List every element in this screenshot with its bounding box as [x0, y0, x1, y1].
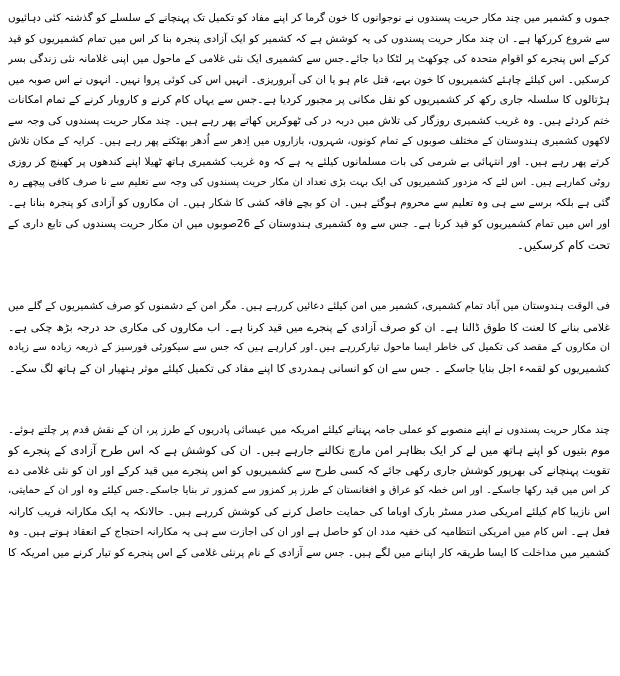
text-line: کرتے پھر رہے ہیں۔ اور انتہائی بے شرمی کی بات مسلمانوں کیلئے یہ ہے کہ وہ غریب کشمیری ہاتھ ٹھیلا اپنے کندھوں پر کھینچ کر روزی — [8, 156, 610, 169]
article-paragraph-1 — [8, 8, 610, 255]
text-line: گئی ہے بلکہ برسے سے ہی وہ تعلیم سے محروم ہوگئے ہیں۔ ان کو بچے فاقہ کشی کا شکار ہیں۔ ان مکاروں کو آزادی کو پنجرہ بنانا ہے۔ — [8, 197, 610, 210]
text-line: ہڑتالوں کا سلسلہ جاری رکھ کر کشمیریوں کو نقل مکانی پر مجبور کردیا ہے۔جس سے یہاں کام کرنے و کاروبار کرنے کے تمام امکانات — [8, 93, 610, 107]
text-line: تحت کام کرسکیں۔ — [517, 237, 610, 252]
text-line: کرسکیں۔ اس کیلئے چاہئے کشمیریوں کا خون بہے، قتل عام ہو یا ان کی آبروریزی۔ انہیں اس کی کوئی پروا نہیں۔ انہوں نے اس صوبہ میں — [8, 73, 610, 86]
text-line: اس نازیبا کام کیلئے امریکی صدر مسٹر بارک اوباما کی حمایت حاصل کرنے کی کوشش کررہے ہیں۔ حالانکہ یہ ایک مکارانہ فریب کارانہ — [8, 505, 610, 518]
text-line: لاکھوں کشمیری ہندوستان کے مختلف صوبوں کے تمام کونوں، شہروں، بازاروں میں اِدھر سے اُدھر بھٹکتے پھر رہے ہیں۔ کرایہ کے مکان تلاش — [8, 135, 610, 147]
text-line: اور اس میں تمام کشمیریوں کو قید کرنا ہے۔ جس سے وہ کشمیری ہندوستان کے 26صوبوں میں ان مکار حریت پسندوں کی تابع داری کے — [8, 217, 610, 230]
article-paragraph-3 — [8, 420, 610, 564]
text-line: کرکے اس پنجرے کو اقوام متحدہ کی چوکھٹ پر لٹکا دیا جائے۔جس سے کشمیری ایک نئی غلامی کے ماحول میں اپنی غلامانہ نئی زندگی بسر — [8, 53, 610, 66]
text-line: ان مکاروں کے مقصد کی تکمیل کی خاطر ایسا ماحول تیارکررہے ہیں۔اور کرارہے ہیں کہ جس سے سیکورٹی فورسیز کے ذریعہ زیادہ سے زیادہ — [8, 342, 610, 354]
paragraph-gap — [8, 380, 610, 420]
text-line: غلامی بنانے کا لعنت کا طوق ڈالنا ہے۔ ان کو صرف آزادی کے پنجرے میں قید کرنا ہے۔ اب مکاروں کی مکاری حد درجہ بڑھ چکی ہے۔ — [8, 320, 610, 334]
paragraph-gap — [8, 255, 610, 297]
text-line: کشمیر میں مداخلت کا ایسا طریقہ کار اپنانے میں لگے ہیں۔ جس سے آزادی کے نام پرنئی غلامی کے اس پنجرے کو تیار کرنے میں امریکہ کا — [8, 547, 610, 560]
text-line: روٹی کمارہے ہیں۔ اس لئے کہ مزدور کشمیریوں کی ایک بہت بڑی تعداد ان مکار حریت پسندوں کی وجہ سے تعلیم سے نا صرف کافی پیچھے رہ — [8, 176, 610, 188]
text-line: ختم کردئے ہیں۔ وہ غریب کشمیری روزگار کی تلاش میں دربہ در کی ٹھوکریں کھاتے پھر رہے ہیں۔ چند مکار حریت پسندوں کی وجہ سے — [8, 114, 610, 127]
text-line: موم بتیوں کو اپنے ہاتھ میں لے کر ایک بظاہر امن مارچ نکالنے جارہے ہیں۔ ان کی کوشش ہے کہ اس طرح آزادی کے پنجرے کو — [8, 443, 610, 458]
article-paragraph-2 — [8, 297, 610, 379]
text-line: کشمیریوں کو لقمہء اجل بنایا جاسکے ۔ جس سے ان کو انسانی ہمدردی کا اپنے مفاد کی تکمیل کیلئے موثر ہتھیار ان کے ہاتھ لگ سکے۔ — [9, 361, 610, 375]
text-line: سے شروع کررکھا ہے۔ ان چند مکار حریت پسندوں کی یہ کوشش ہے کہ کشمیر کو ایک آزادی پنجرہ بنا کر اس میں تمام کشمیریوں کو قید — [8, 32, 610, 45]
text-line: جموں و کشمیر میں چند مکار حریت پسندوں نے نوجوانوں کا خون گرما کر اپنے مفاد کو تکمیل تک پہنچانے کے سلسلے کو گذشتہ کئی دہائیوں — [8, 12, 610, 24]
text-line: فعل ہے۔ اس کام میں امریکی انتظامیہ کی خفیہ مدد ان کو حاصل ہے اور ان کی اجازت سے ہی یہ مکارانہ احتجاج کے انعقاد ہوتے ہیں۔ وہ — [8, 526, 610, 539]
text-line: کر اس میں قید رکھا جاسکے۔ اور اس خطہ کو عراق و افغانستان کے طرز پر کمزور سے کمزور تر بنایا جاسکے۔جس کیلئے وہ اور ان کے حمایتی، — [8, 485, 610, 497]
text-line: فی الوقت ہندوستان میں آباد تمام کشمیری، کشمیر میں امن کیلئے دعائیں کررہے ہیں۔ مگر امن کے دشمنوں کو صرف کشمیریوں کے گلے میں — [8, 301, 610, 313]
text-line: چند مکار حریت پسندوں نے اپنے منصوبے کو عملی جامہ پہنانے کیلئے امریکہ میں عیسائی پادریوں کے طرز پر، ان کے نقش قدم پر چلتے ہوئے۔ — [8, 423, 610, 436]
text-line: تقویت پہنچانے کی بھرپور کوشش جاری رکھی جائے کہ کسی طرح سے کشمیریوں کو اس پنجرے میں قید کرکے اور ان کو نئی غلامی دے — [8, 463, 610, 477]
